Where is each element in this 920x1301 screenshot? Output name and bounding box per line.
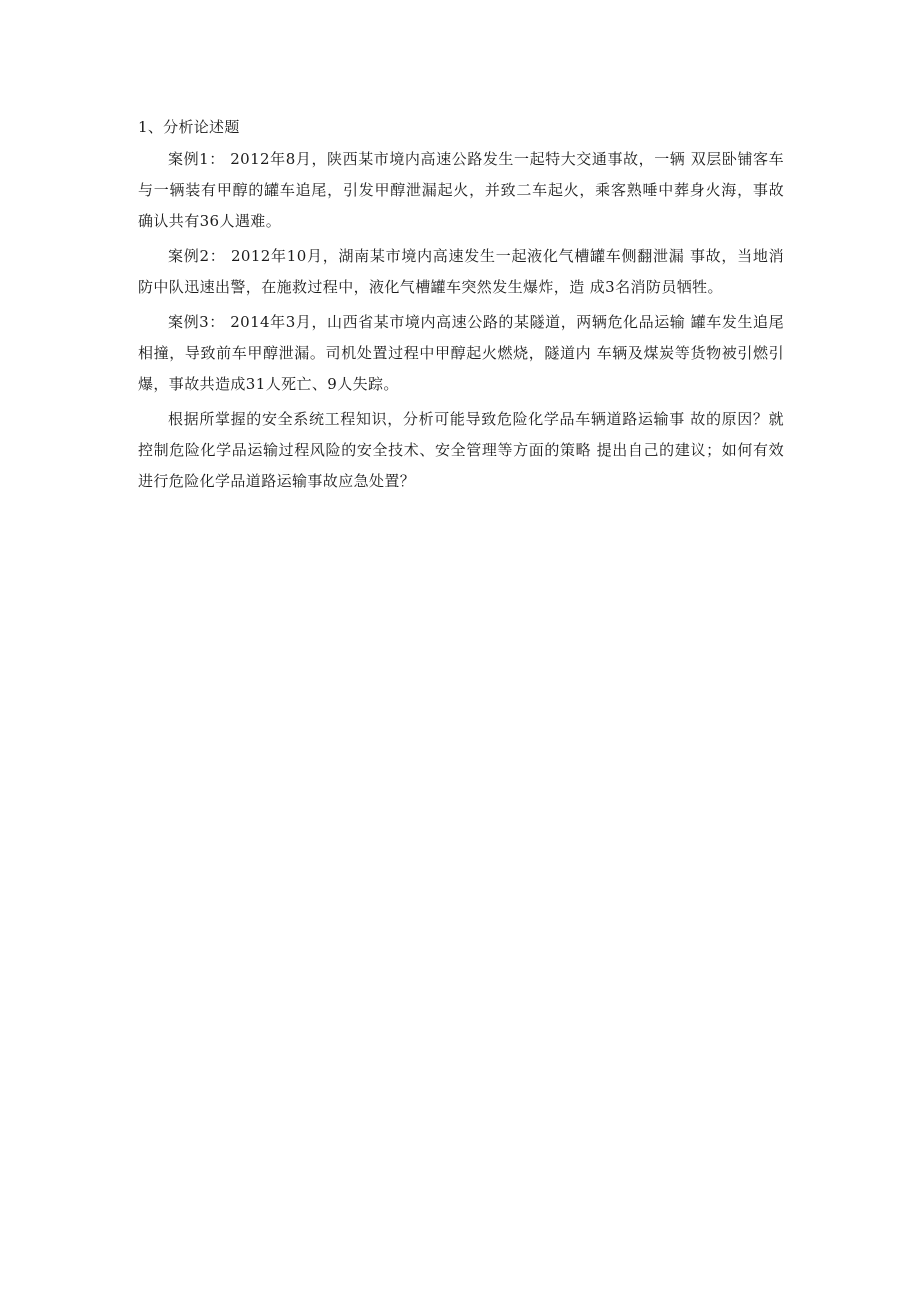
case-1-label: 案例1： — [168, 150, 225, 168]
case-2-paragraph — [138, 241, 784, 303]
case-3-label: 案例3： — [168, 313, 225, 331]
question-paragraph: 根据所掌握的安全系统工程知识，分析可能导致危险化学品车辆道路运输事 故的原因？就控制危险化学品运输过程风险的安全技术、安全管理等方面的策略 提出自己的建议；如何有效进行危险化学品道路运输事故应急处置？ — [138, 410, 784, 490]
case-2-label: 案例2： — [168, 247, 226, 265]
case-1-text: 2012年8月，陕西某市境内高速公路发生一起特大交通事故，一辆 双层卧铺客车与一辆装有甲醇的罐车追尾，引发甲醇泄漏起火，并致二车起火，乘客熟唾中葬身火海，事故确认共有36人遇难。 — [138, 150, 784, 230]
case-2-text: 2012年10月，湖南某市境内高速发生一起液化气槽罐车侧翻泄漏 事故，当地消防中队迅速出警，在施救过程中，液化气槽罐车突然发生爆炸，造 成3名消防员牺牲。 — [138, 247, 784, 296]
document-body — [138, 112, 784, 501]
case-3-text: 2014年3月，山西省某市境内高速公路的某隧道，两辆危化品运输 罐车发生追尾相撞，导致前车甲醇泄漏。司机处置过程中甲醇起火燃烧，隧道内 车辆及煤炭等货物被引燃引爆，事故共造成31人死亡、9人失踪。 — [138, 313, 784, 393]
question-title: 1、分析论述题 — [138, 118, 240, 136]
case-1-paragraph — [138, 144, 784, 237]
case-3-paragraph — [138, 307, 784, 400]
